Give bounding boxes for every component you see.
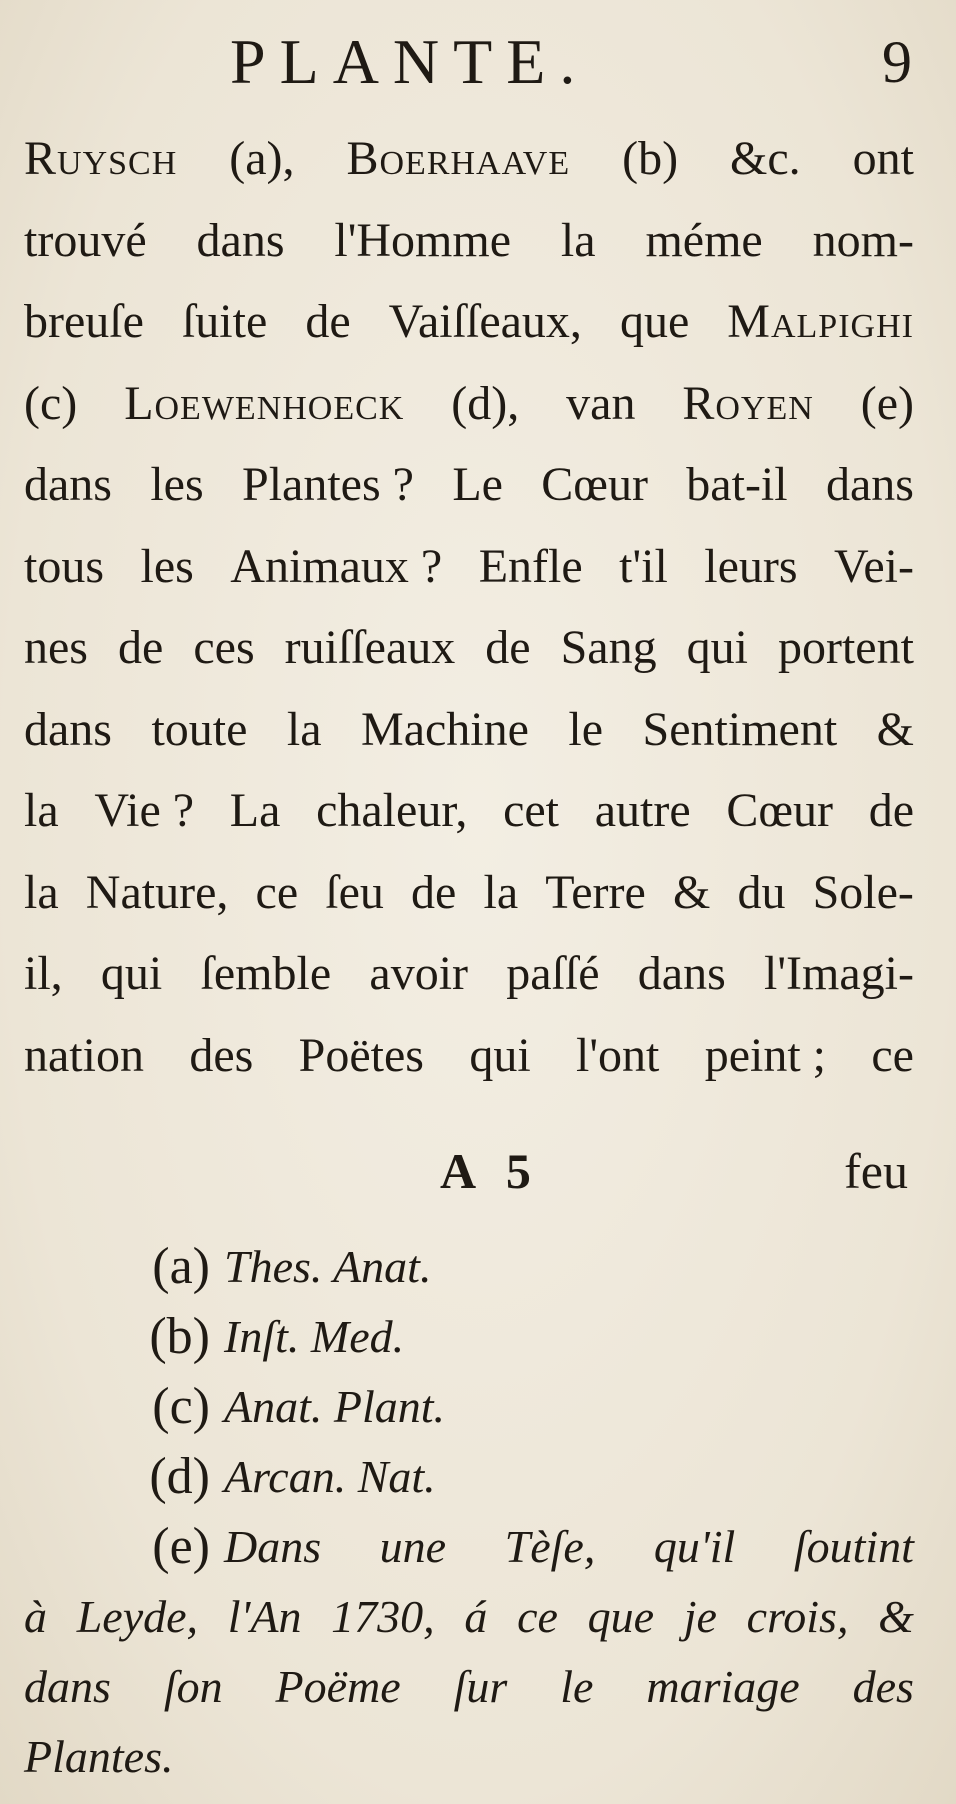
word: van	[566, 376, 636, 430]
word: Enfle	[478, 539, 583, 593]
word: Le	[452, 458, 503, 511]
word: dans	[24, 702, 112, 756]
word: de	[485, 621, 531, 674]
footnote	[24, 1302, 914, 1372]
word: Machine	[361, 702, 529, 756]
text-line	[24, 200, 914, 282]
word: la	[560, 213, 596, 267]
word: tous	[24, 539, 105, 593]
word: &c.	[730, 132, 801, 185]
word: le	[560, 1661, 594, 1712]
word: l'Imagi-	[764, 947, 914, 1000]
word: Sole-	[812, 865, 914, 919]
footnote-reference: Arcan. Nat.	[224, 1451, 436, 1502]
word: l'An	[227, 1591, 302, 1642]
word: de	[868, 784, 914, 837]
page-number: 9	[882, 29, 912, 95]
word: qui	[686, 621, 748, 674]
word: Boerhaave	[346, 132, 571, 185]
word: qu'il	[653, 1521, 736, 1572]
word: ont	[852, 132, 914, 185]
word: de	[411, 865, 457, 919]
word: une	[379, 1521, 447, 1572]
footnote-mark: (c)	[152, 1378, 210, 1435]
footnote	[24, 1512, 914, 1582]
word: qui	[469, 1028, 531, 1082]
word: cet	[503, 784, 560, 837]
footnote-continuation-line	[24, 1722, 914, 1792]
word: ce	[255, 865, 299, 919]
word: ſuite	[181, 295, 268, 348]
word: Vaiſſeaux,	[388, 295, 582, 348]
word: nes	[24, 621, 88, 674]
word: (d),	[451, 376, 520, 430]
footnote	[24, 1442, 914, 1512]
word: Cœur	[726, 784, 833, 837]
footnotes	[24, 1232, 914, 1792]
word: la	[286, 702, 322, 756]
word: &	[878, 1591, 914, 1642]
word: Plantes.	[24, 1731, 174, 1782]
word: dans	[24, 458, 112, 511]
word: La	[229, 784, 281, 837]
word: Ruysch	[24, 132, 178, 185]
footnote-continuation-line	[24, 1582, 914, 1652]
word: &	[672, 865, 711, 919]
word: ſon	[163, 1661, 223, 1712]
word: la	[24, 865, 59, 919]
text-line	[24, 1015, 914, 1097]
word: Tèſe,	[504, 1521, 596, 1572]
footnote-mark: (a)	[152, 1238, 210, 1295]
word: Leyde,	[76, 1591, 199, 1642]
word: dans	[24, 1661, 111, 1712]
text-line	[24, 118, 914, 200]
word: Cœur	[541, 458, 648, 511]
word: Vei-	[834, 539, 914, 593]
word: il,	[24, 947, 63, 1000]
word: paſſé	[506, 947, 600, 1000]
footnote-mark: (b)	[149, 1308, 210, 1365]
running-title: PLANTE.	[230, 26, 590, 97]
page-footer	[0, 1136, 956, 1206]
body-text	[24, 118, 914, 1096]
footnote	[24, 1232, 914, 1302]
word: Plantes ?	[242, 458, 414, 511]
word: toute	[151, 702, 248, 756]
word: 1730,	[331, 1591, 435, 1642]
text-line	[24, 281, 914, 363]
word: avoir	[369, 947, 469, 1000]
footnote-reference	[224, 1512, 914, 1582]
word: ruiſſeaux	[284, 621, 456, 674]
word: la	[24, 784, 59, 837]
word: que	[587, 1591, 655, 1642]
word: autre	[594, 784, 691, 837]
word: Terre	[545, 865, 646, 919]
footnote-reference: Inſt. Med.	[224, 1311, 405, 1362]
word: Animaux ?	[230, 539, 443, 593]
word: les	[140, 539, 194, 593]
word: dans	[637, 947, 726, 1000]
word: &	[876, 702, 914, 756]
word: à	[24, 1591, 47, 1642]
word: ſoutint	[793, 1521, 914, 1572]
word: Vie ?	[94, 784, 195, 837]
word: (c)	[24, 376, 78, 430]
word: á	[464, 1591, 488, 1642]
word: méme	[645, 213, 763, 267]
text-line	[24, 607, 914, 689]
footnote-reference: Anat. Plant.	[224, 1381, 446, 1432]
text-line	[24, 526, 914, 608]
text-line	[24, 444, 914, 526]
page-header	[0, 22, 956, 102]
word: ſemble	[200, 947, 332, 1000]
word: Malpighi	[727, 295, 914, 348]
word: nation	[24, 1028, 144, 1082]
word: Poëtes	[298, 1028, 424, 1082]
text-line	[24, 363, 914, 445]
word: nom-	[812, 213, 914, 267]
word: que	[619, 295, 690, 348]
word: ſeu	[325, 865, 384, 919]
word: ſur	[453, 1661, 508, 1712]
word: chaleur,	[316, 784, 468, 837]
word: breuſe	[24, 295, 144, 348]
word: l'ont	[576, 1028, 660, 1082]
word: de	[305, 295, 351, 348]
word: des	[852, 1661, 914, 1712]
footnote-mark: (e)	[152, 1518, 210, 1575]
text-line	[24, 933, 914, 1015]
footnote-reference: Thes. Anat.	[224, 1241, 432, 1292]
word: ce	[871, 1028, 914, 1082]
signature-mark: A 5	[440, 1143, 541, 1199]
word: Loewenhoeck	[124, 376, 405, 430]
word: des	[189, 1028, 254, 1082]
word: Sang	[560, 621, 657, 674]
word: (e)	[860, 376, 914, 430]
word: l'Homme	[334, 213, 512, 267]
word: portent	[777, 621, 914, 674]
word: leurs	[704, 539, 798, 593]
text-line	[24, 852, 914, 934]
word: bat-il	[686, 458, 788, 511]
word: le	[568, 702, 604, 756]
footnote-continuation-line	[24, 1652, 914, 1722]
word: je	[683, 1591, 717, 1642]
footnote	[24, 1372, 914, 1442]
word: de	[118, 621, 164, 674]
word: dans	[825, 458, 914, 511]
word: les	[150, 458, 204, 511]
word: (a),	[229, 132, 295, 185]
word: qui	[100, 947, 163, 1000]
word: Royen	[682, 376, 814, 430]
word: trouvé	[24, 213, 147, 267]
word: mariage	[646, 1661, 800, 1712]
word: la	[483, 865, 519, 919]
word: Nature,	[85, 865, 229, 919]
word: dans	[196, 213, 285, 267]
text-line	[24, 689, 914, 771]
catchword: feu	[844, 1143, 908, 1199]
word: Dans	[224, 1521, 322, 1572]
word: peint ;	[704, 1028, 826, 1082]
word: Poëme	[275, 1661, 401, 1712]
word: crois,	[746, 1591, 849, 1642]
word: Sentiment	[642, 702, 838, 756]
word: t'il	[619, 539, 668, 593]
text-line	[24, 770, 914, 852]
word: ce	[517, 1591, 558, 1642]
word: (b)	[622, 132, 679, 185]
word: ces	[193, 621, 255, 674]
footnote-mark: (d)	[149, 1448, 210, 1505]
word: du	[737, 865, 786, 919]
